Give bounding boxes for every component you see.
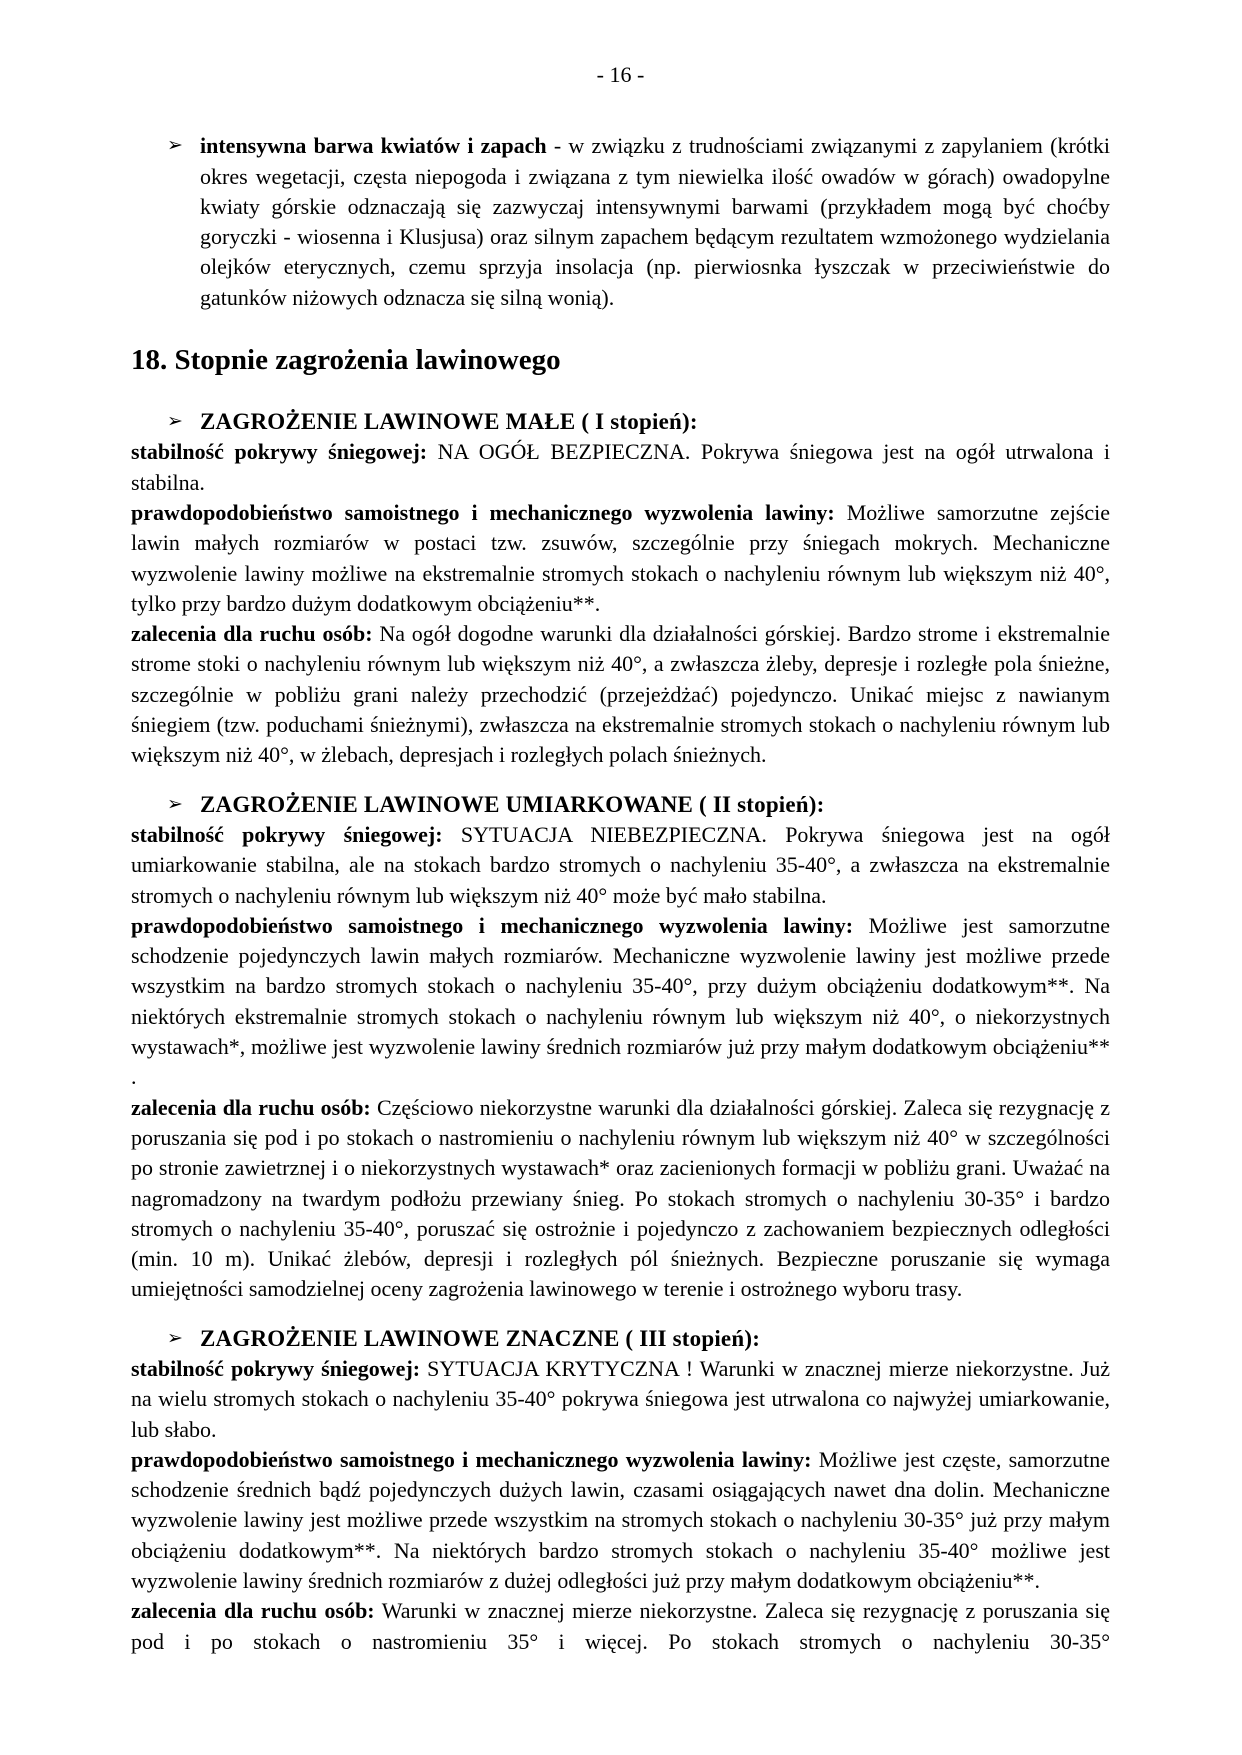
- level-3-title: ZAGROŻENIE LAWINOWE ZNACZNE ( III stopień):: [200, 1325, 761, 1351]
- paragraph-text: SYTUACJA KRYTYCZNA ! Warunki w znacznej mierze niekorzystne. Już na wielu stromych stokach o nachyleniu 35-40° pokrywa śniegowa jest utrwalona co najwyżej umiarkowanie, lub słabo.: [131, 1355, 1110, 1442]
- level-1-recommendations-paragraph: [131, 619, 1110, 770]
- level-1-heading: [131, 407, 1110, 437]
- paragraph-text: Częściowo niekorzystne warunki dla działalności górskiej. Zaleca się rezygnację z poruszania się pod i po stokach o nastromieniu o nachyleniu równym lub większym niż 40° w szczególności po stronie zawietrznej i o niekorzystnych wystawach* oraz zacienionych formacji w pobliżu grani. Uważać na nagromadzony na twardym podłożu przewiany śnieg. Po stokach stromych o nachyleniu 30-35° i bardzo stromych o nachyleniu 35-40°, poruszać się ostrożnie i pojedynczo z zachowaniem bezpiecznych odległości (min. 10 m). Unikać żlebów, depresji i rozległych pól śnieżnych. Bezpieczne poruszanie się wymaga umiejętności samodzielnej oceny zagrożenia lawinowego w terenie i ostrożnego wyboru trasy.: [131, 1094, 1110, 1302]
- level-3-recommendations-paragraph: [131, 1596, 1110, 1657]
- paragraph-text: Możliwe samorzutne zejście lawin małych rozmiarów w postaci tzw. zsuwów, szczególnie przy śniegach mokrych. Mechaniczne wyzwolenie lawiny możliwe na ekstremalnie stromych stokach o nachyleniu równym lub większym niż 40°, tylko przy bardzo dużym dodatkowym obciążeniu**.: [131, 499, 1111, 616]
- section-heading: 18. Stopnie zagrożenia lawinowego: [131, 344, 561, 377]
- paragraph-text: Na ogół dogodne warunki dla działalności górskiej. Bardzo strome i ekstremalnie strome stoki o nachyleniu równym lub większym niż 40°, a zwłaszcza żleby, depresje i rozległe pola śnieżne, szczególnie w pobliżu grani należy przechodzić (przejeżdżać) pojedynczo. Unikać miejsc z nawianym śniegiem (tzw. poduchami śnieżnymi), zwłaszcza na ekstremalnie stromych stokach o nachyleniu równym lub większym niż 40°, w żlebach, depresjach i rozległych polach śnieżnych.: [131, 621, 1110, 768]
- paragraph-label: zalecenia dla ruchu osób:: [131, 1094, 371, 1120]
- paragraph-text: SYTUACJA NIEBEZPIECZNA. Pokrywa śniegowa jest na ogół umiarkowanie stabilna, ale na stokach bardzo stromych o nachyleniu 35-40°, a zwłaszcza na ekstremalnie stromych o nachyleniu równym lub większym niż 40° może być mało stabilna.: [131, 821, 1111, 908]
- paragraph-label: stabilność pokrywy śniegowej:: [131, 1355, 421, 1381]
- paragraph-label: zalecenia dla ruchu osób:: [131, 621, 373, 647]
- level-1-probability-paragraph: [131, 498, 1110, 619]
- level-3-stability-paragraph: [131, 1354, 1110, 1445]
- level-1-title: ZAGROŻENIE LAWINOWE MAŁE ( I stopień):: [200, 409, 698, 435]
- level-2-title: ZAGROŻENIE LAWINOWE UMIARKOWANE ( II stopień):: [200, 791, 825, 817]
- level-1-stability-paragraph: [131, 437, 1110, 498]
- arrow-bullet-icon: ➢: [167, 134, 183, 157]
- page-number: - 16 -: [596, 62, 645, 87]
- level-2-stability-paragraph: [131, 820, 1110, 911]
- paragraph-label: prawdopodobieństwo samoistnego i mechanicznego wyzwolenia lawiny:: [131, 499, 835, 525]
- arrow-bullet-icon: ➢: [167, 410, 183, 433]
- paragraph-label: prawdopodobieństwo samoistnego i mechanicznego wyzwolenia lawiny:: [131, 1446, 812, 1472]
- paragraph-label: zalecenia dla ruchu osób:: [131, 1598, 375, 1624]
- level-3-heading: [131, 1324, 1110, 1354]
- paragraph-text: Warunki w znacznej mierze niekorzystne. Zaleca się rezygnację z poruszania się pod i po stokach o nastromieniu 35° i więcej. Po stokach stromych o nachyleniu 30-35°: [131, 1598, 1110, 1654]
- paragraph-text: Możliwe jest samorzutne schodzenie pojedynczych lawin małych rozmiarów. Mechaniczne wyzwolenie lawiny jest możliwe przede wszystkim na bardzo stromych stokach o nachyleniu 35-40°, przy dużym obciążeniu dodatkowym**. Na niektórych ekstremalnie stromych stokach o nachyleniu równym lub większym niż 40°, o niekorzystnych wystawach*, możliwe jest wyzwolenie lawiny średnich rozmiarów już przy małym dodatkowym obciążeniu** .: [131, 912, 1110, 1090]
- intro-bullet-lead: intensywna barwa kwiatów i zapach: [200, 133, 547, 159]
- paragraph-text: Możliwe jest częste, samorzutne schodzenie średnich bądź pojedynczych dużych lawin, czasami osiągających nawet dna dolin. Mechaniczne wyzwolenie lawiny jest możliwe przede wszystkim na stromych stokach o nachyleniu 30-35° już przy małym obciążeniu dodatkowym**. Na niektórych bardzo stromych stokach o nachyleniu 35-40° możliwe jest wyzwolenie lawiny średnich rozmiarów z dużej odległości już przy małym dodatkowym obciążeniu**.: [131, 1446, 1110, 1594]
- paragraph-text: NA OGÓŁ BEZPIECZNA. Pokrywa śniegowa jest na ogół utrwalona i stabilna.: [131, 439, 1110, 495]
- paragraph-label: stabilność pokrywy śniegowej:: [131, 821, 443, 847]
- intro-bullet-paragraph: [131, 131, 1110, 313]
- level-2-heading: [131, 790, 1110, 820]
- level-3-probability-paragraph: [131, 1445, 1110, 1596]
- level-2-probability-paragraph: [131, 911, 1110, 1093]
- arrow-bullet-icon: ➢: [167, 1326, 183, 1349]
- paragraph-label: prawdopodobieństwo samoistnego i mechanicznego wyzwolenia lawiny:: [131, 912, 854, 938]
- intro-bullet-text: - w związku z trudnościami związanymi z zapylaniem (krótki okres wegetacji, częsta niepogoda i związana z tym niewielka ilość owadów w górach) owadopylne kwiaty górskie odznaczają się zazwyczaj intensywnymi barwami (przykładem mogą być choćby goryczki - wiosenna i Klusjusa) oraz silnym zapachem będącym rezultatem wzmożonego wydzielania olejków eterycznych, czemu sprzyja insolacja (np. pierwiosnka łyszczak w przeciwieństwie do gatunków niżowych odznacza się silną wonią).: [200, 133, 1111, 310]
- level-2-recommendations-paragraph: [131, 1093, 1110, 1305]
- arrow-bullet-icon: ➢: [167, 792, 183, 815]
- paragraph-label: stabilność pokrywy śniegowej:: [131, 439, 428, 465]
